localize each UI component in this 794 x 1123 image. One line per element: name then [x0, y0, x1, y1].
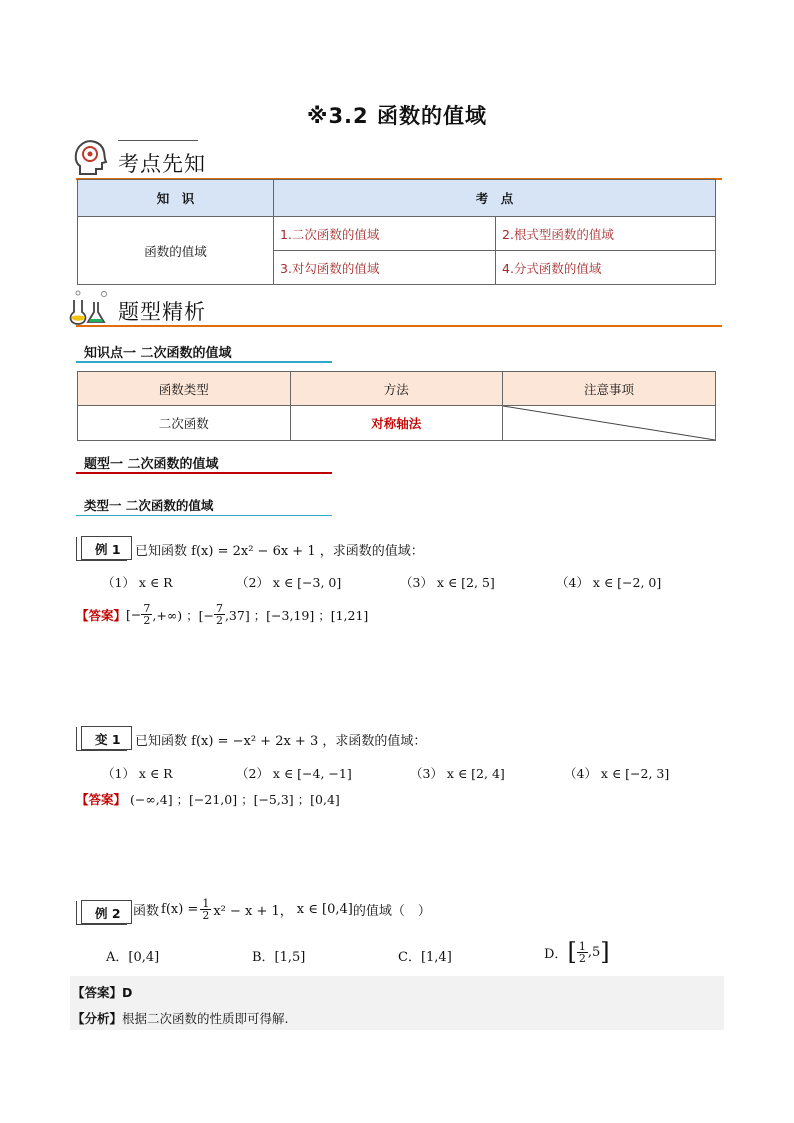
option: （3） x ∈ [2, 5] [400, 575, 495, 590]
formula: f(x) = [161, 902, 199, 917]
stem-text: 已知函数 [135, 544, 188, 559]
stem-text: ，求函数的值域： [319, 544, 424, 559]
choice-c: C．[1,4] [398, 950, 452, 965]
answer-text: ,37] ；[−3,19] ；[1,21] [224, 607, 369, 623]
choice-b: B．[1,5] [252, 950, 306, 965]
fraction-numerator: 1 [202, 897, 210, 910]
section-label: 考点先知 [118, 152, 206, 176]
fraction-denominator: 2 [202, 909, 210, 922]
fraction-numerator: 1 [578, 939, 586, 953]
option: （3） x ∈ [2, 4] [410, 766, 505, 781]
section-label: 题型精析 [118, 300, 206, 324]
heading-underline [76, 361, 332, 363]
stem-text: ，求函数的值域： [322, 734, 427, 749]
section-header-kaodian [72, 138, 722, 182]
analysis-label: 【分析】 [72, 1011, 123, 1026]
choice-d-text: ,5 [587, 944, 601, 960]
option: （1） x ∈ R [102, 575, 173, 590]
analysis-line [72, 1009, 289, 1027]
answer-line [76, 790, 340, 808]
fraction-denominator: 2 [143, 614, 151, 627]
option: （2） x ∈ [−3, 0] [236, 575, 342, 590]
answer-text: ,+∞) ；[− [152, 607, 214, 623]
table-header-notes: 注意事项 [503, 372, 716, 406]
page-title: ※3.2 函数的值域 [307, 104, 487, 128]
fraction [214, 603, 225, 626]
example-stem [135, 540, 424, 559]
section-divider [76, 325, 722, 327]
example-tag-label: 例 1 [95, 542, 121, 557]
answer-text: D [122, 985, 133, 1000]
answer-line [72, 983, 132, 1001]
head-brain-icon [72, 138, 108, 178]
fraction-denominator: 2 [215, 614, 223, 627]
option: （4） x ∈ [−2, 0] [556, 575, 662, 590]
choice-a: A．[0,4] [106, 950, 160, 965]
point-cell: 4.分式函数的值域 [496, 251, 716, 285]
table-header-points: 考 点 [274, 180, 716, 217]
bracket: ] [600, 938, 610, 966]
fraction-numerator: 7 [215, 602, 223, 615]
domain: x ∈ [0,4] [296, 902, 353, 917]
heading-underline [76, 515, 332, 516]
option: （2） x ∈ [−4, −1] [236, 766, 352, 781]
method-table [77, 371, 716, 441]
table-header-type: 函数类型 [78, 372, 291, 406]
analysis-text: 根据二次函数的性质即可得解. [122, 1011, 289, 1026]
section-header-tixing [68, 288, 728, 328]
variant-tag-label: 变 1 [95, 732, 121, 747]
example-tag-label: 例 2 [95, 906, 121, 921]
function-type-cell: 二次函数 [78, 406, 291, 441]
fraction [577, 941, 588, 964]
heading-underline [76, 472, 332, 474]
notes-cell [503, 406, 716, 441]
point-cell: 2.根式型函数的值域 [496, 217, 716, 251]
point-cell: 3.对勾函数的值域 [274, 251, 496, 285]
table-header-knowledge: 知 识 [78, 180, 274, 217]
choice-d [544, 940, 610, 964]
example-stem [133, 898, 431, 921]
fraction [200, 898, 211, 921]
answer-text: (−∞,4] ；[−21,0] ；[−5,3] ；[0,4] [130, 792, 340, 807]
formula: f(x) = 2x² − 6x + 1 [191, 544, 316, 559]
option: （1） x ∈ R [102, 766, 173, 781]
answer-label: 【答案】 [72, 985, 123, 1000]
flask-icon [68, 288, 112, 326]
knowledge-points-table [77, 179, 716, 285]
diagonal-slash [503, 406, 715, 440]
stem-text: 的值域（ ） [352, 904, 431, 919]
type-heading: 类型一 二次函数的值域 [84, 498, 214, 513]
method-cell: 对称轴法 [290, 406, 503, 441]
answer-text: [− [126, 607, 142, 622]
bracket: [ [567, 938, 577, 966]
formula: f(x) = −x² + 2x + 3 [191, 734, 319, 749]
fraction-numerator: 7 [143, 602, 151, 615]
answer-label: 【答案】 [76, 607, 127, 623]
knowledge-cell: 函数的值域 [78, 217, 274, 285]
fraction-denominator: 2 [578, 951, 586, 965]
fraction [141, 603, 152, 626]
point-cell: 1.二次函数的值域 [274, 217, 496, 251]
section-top-rule [118, 140, 198, 141]
knowledge-point-heading: 知识点一 二次函数的值域 [84, 346, 232, 361]
topic-heading: 题型一 二次函数的值域 [84, 457, 219, 472]
answer-label: 【答案】 [76, 792, 127, 807]
stem-text: 已知函数 [135, 734, 188, 749]
choice-d-label: D． [544, 946, 568, 962]
formula: x² − x + 1， [213, 904, 293, 919]
table-header-method: 方法 [290, 372, 503, 406]
option: （4） x ∈ [−2, 3] [564, 766, 670, 781]
stem-text: 函数 [133, 904, 160, 919]
answer-line [76, 603, 368, 626]
variant-stem [135, 730, 426, 749]
